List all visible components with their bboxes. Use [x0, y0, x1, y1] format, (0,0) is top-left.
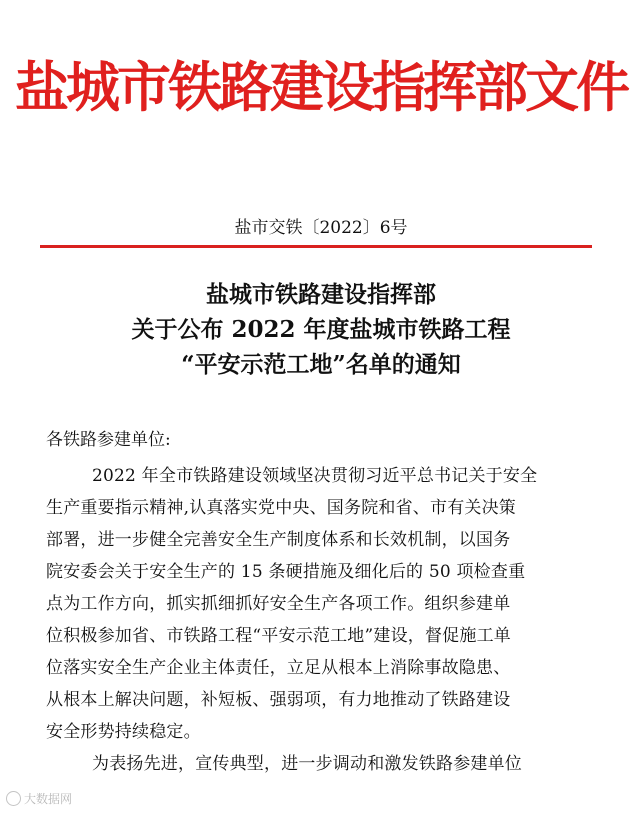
document-masthead: 盐城市铁路建设指挥部文件 [15, 56, 627, 119]
title-line: “平安示范工地”名单的通知 [181, 351, 461, 378]
title-line: 关于公布 2022 年度盐城市铁路工程 [131, 316, 511, 343]
watermark-logo-icon [6, 791, 21, 806]
body-text [46, 460, 608, 780]
body-line: 位落实安全生产企业主体责任，立足从根本上消除事故隐患、 [46, 658, 511, 678]
salutation: 各铁路参建单位: [46, 430, 171, 450]
body-line: 生产重要指示精神,认真落实党中央、国务院和省、市有关决策 [46, 498, 517, 518]
document-number: 盐市交铁〔2022〕6号 [234, 218, 408, 238]
body-line: 从根本上解决问题，补短板、强弱项，有力地推动了铁路建设 [46, 690, 511, 710]
body-line: 部署，进一步健全完善安全生产制度体系和长效机制，以国务 [46, 530, 511, 550]
notice-title [0, 277, 642, 382]
body-line: 安全形势持续稳定。 [46, 722, 201, 742]
body-line: 2022 年全市铁路建设领域坚决贯彻习近平总书记关于安全 [92, 466, 538, 486]
body-line: 院安委会关于安全生产的 15 条硬措施及细化后的 50 项检查重 [46, 562, 526, 582]
title-line: 盐城市铁路建设指挥部 [206, 281, 436, 308]
red-divider [40, 245, 592, 248]
body-line: 位积极参加省、市铁路工程“平安示范工地”建设，督促施工单 [46, 626, 511, 646]
watermark-text: 大数据网 [24, 792, 73, 806]
body-line: 为表扬先进，宣传典型，进一步调动和激发铁路参建单位 [92, 754, 522, 774]
body-line: 点为工作方向，抓实抓细抓好安全生产各项工作。组织参建单 [46, 594, 511, 614]
watermark [6, 790, 72, 807]
